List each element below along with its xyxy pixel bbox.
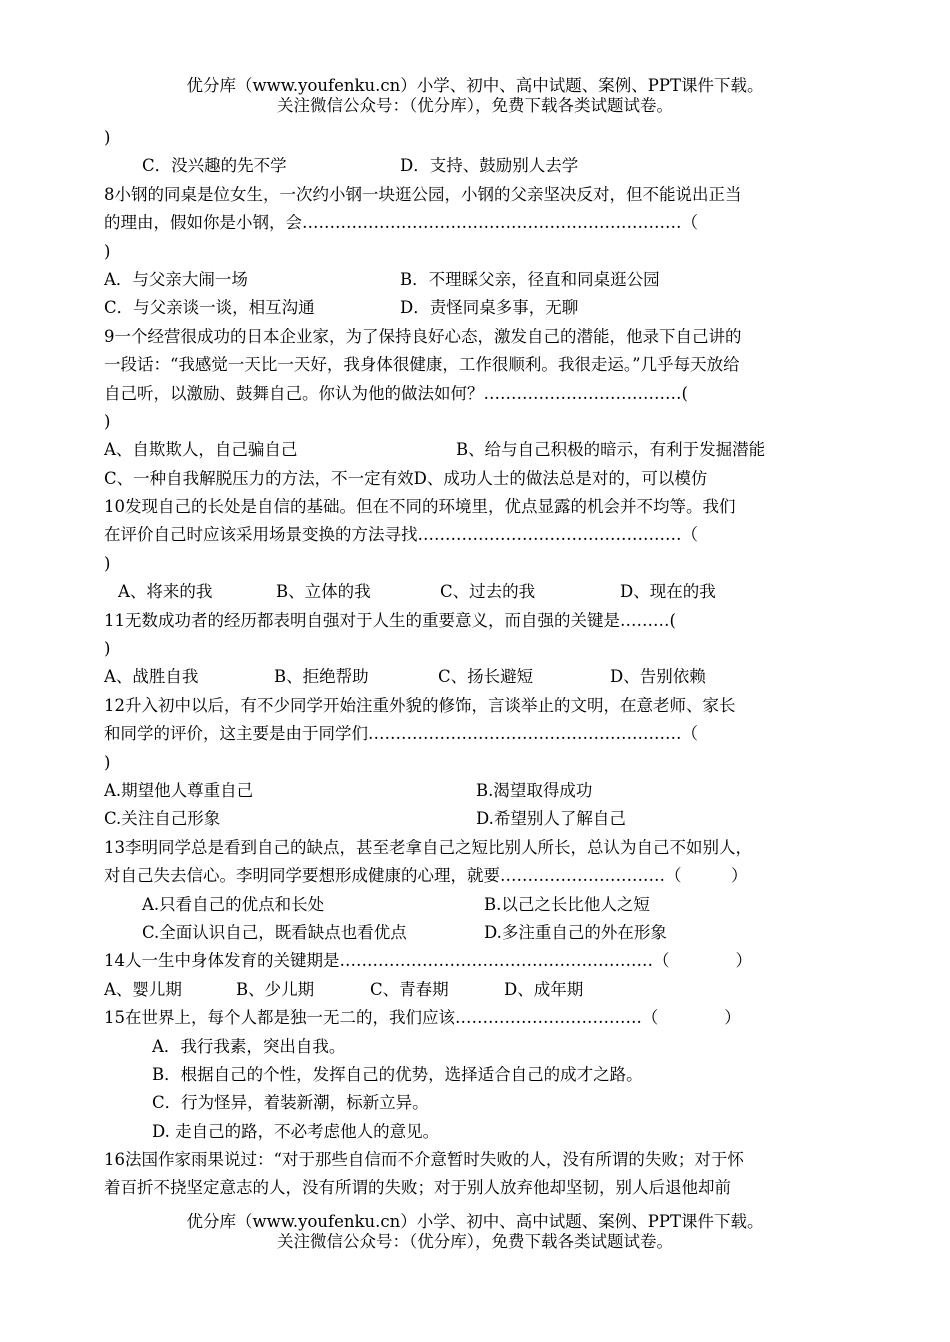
q7-option-c: C．没兴趣的先不学	[142, 156, 287, 176]
q12-options-ab	[104, 777, 854, 805]
q9-text-1: 9一个经营很成功的日本企业家，为了保持良好心态，激发自己的潜能，他录下自己讲的	[104, 326, 742, 346]
q12-paren: )	[104, 752, 111, 772]
q10-option-b: B、立体的我	[276, 582, 371, 602]
page-header	[0, 76, 950, 116]
q11-option-a: A、战胜自我	[104, 667, 199, 687]
q10-options	[104, 578, 854, 606]
q12-option-c: C.关注自己形象	[104, 809, 221, 829]
q13-option-a: A.只看自己的优点和长处	[142, 894, 325, 914]
q16-text-1: 16法国作家雨果说过：“对于那些自信而不介意暂时失败的人，没有所谓的失败；对于怀	[104, 1150, 744, 1170]
q12-option-d: D.希望别人了解自己	[476, 809, 626, 829]
q11-paren: )	[104, 639, 111, 659]
q13-text-1: 13李明同学总是看到自己的缺点，甚至老拿自己之短比别人所长，总认为自己不如别人，	[104, 837, 752, 857]
q13-option-c: C.全面认识自己，既看缺点也看优点	[142, 922, 407, 942]
footer-line-1: 优分库（www.youfenku.cn）小学、初中、高中试题、案例、PPT课件下载。	[186, 1212, 764, 1231]
q14-option-d: D、成年期	[504, 979, 584, 999]
q8-text-2: 的理由，假如你是小钢，会……………………………………………………………（	[104, 213, 698, 233]
q8-option-a: A．与父亲大闹一场	[104, 269, 248, 289]
q13-option-b: B.以己之长比他人之短	[484, 894, 650, 914]
q15-text-1: 15在世界上，每个人都是独一无二的，我们应该…………………………….（ ）	[104, 1008, 741, 1028]
q13-option-d: D.多注重自己的外在形象	[484, 922, 667, 942]
q9-option-a: A、自欺欺人，自己骗自己	[104, 440, 298, 460]
q12-text-2: 和同学的评价，这主要是由于同学们…………………………………………………（	[104, 724, 698, 744]
q9-option-b: B、给与自己积极的暗示，有利于发掘潜能	[456, 440, 766, 460]
q10-option-a: A、将来的我	[118, 582, 213, 602]
exam-content	[104, 124, 854, 1203]
q7-paren: )	[104, 128, 111, 147]
header-line-2: 关注微信公众号：（优分库），免费下载各类试题试卷。	[277, 96, 673, 115]
q9-options-ab	[104, 436, 854, 464]
q12-text-1: 12升入初中以后，有不少同学开始注重外貌的修饰，言谈举止的文明，在意老师、家长	[104, 695, 736, 715]
q9-text-2: 一段话：“我感觉一天比一天好，我身体很健康，工作很顺利。我很走运。”几乎每天放给	[104, 355, 740, 375]
q12-options-cd	[104, 805, 854, 833]
q12-option-a: A.期望他人尊重自己	[104, 780, 254, 800]
q7-option-d: D．支持、鼓励别人去学	[400, 156, 579, 176]
q11-options	[104, 663, 854, 691]
page-footer	[0, 1212, 950, 1252]
q10-text-1: 10发现自己的长处是自信的基础。但在不同的环境里，优点显露的机会并不均等。我们	[104, 497, 736, 517]
q9-options-cd: C、一种自我解脱压力的方法，不一定有效D、成功人士的做法总是对的，可以模仿	[104, 468, 708, 488]
q10-text-2: 在评价自己时应该采用场景变换的方法寻找…………………………………………（	[104, 525, 698, 545]
q11-option-b: B、拒绝帮助	[274, 667, 369, 687]
q11-option-c: C、扬长避短	[438, 667, 534, 687]
q14-option-b: B、少儿期	[236, 979, 315, 999]
q15-option-a: A．我行我素，突出自我。	[152, 1036, 346, 1056]
q8-option-c: C．与父亲谈一谈，相互沟通	[104, 298, 315, 318]
q8-options-ab	[104, 266, 854, 294]
q14-option-a: A、婴儿期	[104, 979, 182, 999]
q10-option-d: D、现在的我	[620, 582, 716, 602]
q15-option-b: B．根据自己的个性，发挥自己的优势，选择适合自己的成才之路。	[152, 1064, 643, 1084]
q10-paren: )	[104, 553, 111, 573]
q15-option-c: C．行为怪异，着装新潮，标新立异。	[152, 1093, 429, 1113]
q14-options	[104, 976, 854, 1004]
q8-option-b: B．不理睬父亲，径直和同桌逛公园	[400, 269, 660, 289]
header-line-1: 优分库（www.youfenku.cn）小学、初中、高中试题、案例、PPT课件下载。	[186, 76, 764, 95]
q8-options-cd	[104, 294, 854, 322]
q16-text-2: 着百折不挠坚定意志的人，没有所谓的失败；对于别人放弃他却坚韧，别人后退他却前	[104, 1178, 731, 1198]
q8-paren: )	[104, 241, 111, 261]
footer-line-2: 关注微信公众号：（优分库），免费下载各类试题试卷。	[277, 1232, 673, 1251]
q14-option-c: C、青春期	[370, 979, 449, 999]
q8-text-1: 8小钢的同桌是位女生，一次约小钢一块逛公园，小钢的父亲坚决反对，但不能说出正当	[104, 184, 742, 204]
q12-option-b: B.渴望取得成功	[476, 780, 593, 800]
q11-option-d: D、告别依赖	[610, 667, 706, 687]
q13-text-2: 对自己失去信心。李明同学要想形成健康的心理，就要…………………………（ ）	[104, 866, 748, 886]
q9-paren: )	[104, 411, 111, 431]
q14-text-1: 14人一生中身体发育的关键期是…………………………………………………（ ）	[104, 951, 752, 971]
q13-options-ab	[104, 891, 854, 919]
q15-option-d: D. 走自己的路，不必考虑他人的意见。	[152, 1121, 440, 1141]
q10-option-c: C、过去的我	[440, 582, 536, 602]
q7-options-cd	[104, 152, 854, 180]
q13-options-cd	[104, 919, 854, 947]
q11-text-1: 11无数成功者的经历都表明自强对于人生的重要意义，而自强的关键是………(	[104, 610, 676, 630]
q8-option-d: D．责怪同桌多事，无聊	[400, 298, 579, 318]
q9-text-3: 自己听，以激励、鼓舞自己。你认为他的做法如何？………………………………(	[104, 383, 688, 403]
